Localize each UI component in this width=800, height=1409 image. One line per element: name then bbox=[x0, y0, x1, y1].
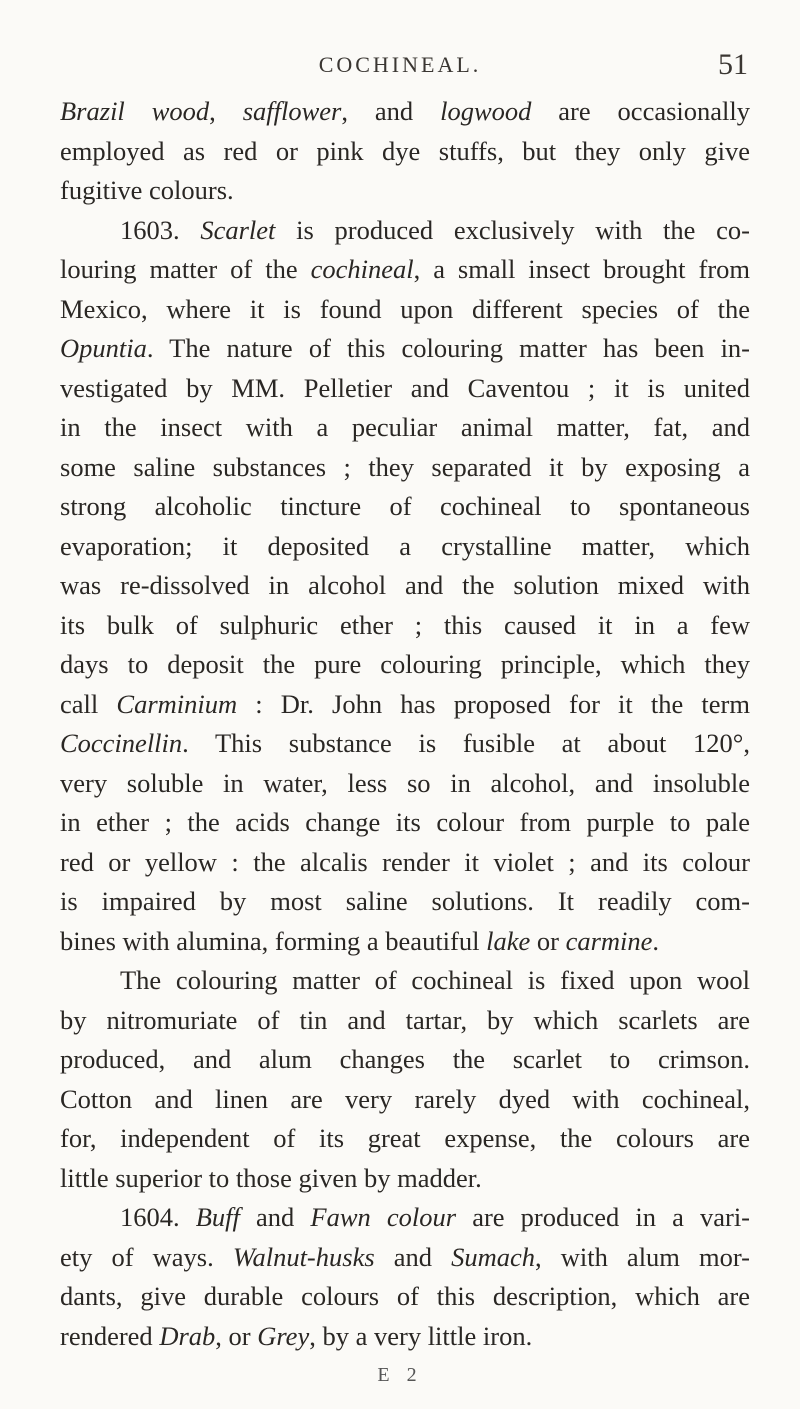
italic-term: Brazil wood bbox=[60, 96, 210, 126]
text-line bbox=[60, 1198, 750, 1238]
text-line bbox=[60, 329, 750, 369]
text-run: some saline substances ; they separated it by exposing a bbox=[60, 451, 750, 482]
text-run: The colouring matter of cochineal is fixed upon wool bbox=[120, 965, 750, 995]
italic-term: Grey bbox=[257, 1320, 310, 1351]
text-run: ety of ways. bbox=[60, 1241, 233, 1272]
text-line bbox=[60, 645, 750, 685]
text-run: employed as red or pink dye stuffs, but they only give bbox=[60, 135, 750, 166]
text-line bbox=[60, 1001, 750, 1041]
text-run: , and bbox=[341, 96, 441, 126]
text-line bbox=[60, 92, 750, 132]
text-line bbox=[60, 803, 750, 843]
italic-term: Buff bbox=[195, 1202, 240, 1232]
text-run: vestigated by MM. Pelletier and Caventou ; it is united bbox=[60, 372, 750, 403]
text-run: is produced exclusively with the co- bbox=[275, 214, 750, 245]
text-run: 1603. bbox=[120, 214, 201, 245]
italic-term: Coccinellin bbox=[60, 728, 183, 758]
text-run: . This substance is fusible at about 120°, bbox=[182, 728, 750, 758]
text-run: in ether ; the acids change its colour from purple to pale bbox=[60, 807, 750, 837]
text-line bbox=[60, 487, 750, 527]
text-line bbox=[60, 1277, 750, 1317]
italic-term: Opuntia bbox=[60, 333, 147, 363]
text-run: . bbox=[652, 925, 660, 956]
text-run: for, independent of its great expense, the colours are bbox=[60, 1123, 750, 1153]
text-run: and bbox=[239, 1202, 311, 1232]
text-line bbox=[60, 566, 750, 606]
text-line bbox=[60, 171, 750, 211]
italic-term: Carminium bbox=[116, 688, 238, 719]
text-run: call bbox=[60, 688, 117, 719]
italic-term: Walnut-husks bbox=[232, 1241, 375, 1272]
italic-term: carmine bbox=[565, 925, 653, 956]
italic-term: Fawn colour bbox=[310, 1202, 457, 1232]
text-run: : Dr. John has proposed for it the term bbox=[237, 688, 750, 719]
text-run: little superior to those given by madder. bbox=[60, 1162, 482, 1193]
text-line bbox=[60, 1040, 750, 1080]
text-line bbox=[60, 1119, 750, 1159]
text-line bbox=[60, 448, 750, 488]
text-line bbox=[60, 606, 750, 646]
text-line bbox=[60, 211, 750, 251]
text-line bbox=[60, 685, 750, 725]
text-line bbox=[60, 408, 750, 448]
text-run: , bbox=[209, 96, 243, 126]
italic-term: cochineal bbox=[310, 254, 414, 284]
running-title: COCHINEAL. bbox=[318, 52, 482, 77]
italic-term: safflower bbox=[242, 96, 342, 126]
text-run: days to deposit the pure colouring principle, which they bbox=[60, 649, 750, 679]
text-run: and bbox=[374, 1241, 452, 1272]
text-run: , with alum mor- bbox=[535, 1241, 750, 1272]
text-run: is impaired by most saline solutions. It readily com- bbox=[60, 886, 750, 916]
text-run: , a small insect brought from bbox=[413, 254, 751, 284]
text-run: fugitive colours. bbox=[60, 175, 234, 205]
italic-term: Scarlet bbox=[200, 214, 276, 245]
text-run: or bbox=[530, 925, 566, 956]
text-run: rendered bbox=[60, 1320, 160, 1351]
text-line bbox=[60, 922, 750, 962]
text-run: 1604. bbox=[120, 1202, 196, 1232]
running-head bbox=[0, 48, 800, 88]
text-line bbox=[60, 1080, 750, 1120]
text-run: are occasionally bbox=[531, 96, 751, 126]
text-run: , by a very little iron. bbox=[309, 1320, 533, 1351]
text-line bbox=[60, 132, 750, 172]
text-run: in the insect with a peculiar animal matter, fat, and bbox=[60, 412, 750, 442]
text-line bbox=[60, 724, 750, 764]
text-run: was re-dissolved in alcohol and the solution mixed with bbox=[60, 570, 750, 600]
text-line bbox=[60, 882, 750, 922]
text-line bbox=[60, 1238, 750, 1278]
italic-term: lake bbox=[486, 925, 531, 956]
text-run: are produced in a vari- bbox=[456, 1202, 751, 1232]
text-run: red or yellow : the alcalis render it violet ; and its colour bbox=[60, 846, 750, 877]
text-line bbox=[60, 1317, 750, 1357]
printer-signature: E 2 bbox=[377, 1364, 423, 1386]
text-run: dants, give durable colours of this description, which are bbox=[60, 1281, 750, 1311]
text-run: Mexico, where it is found upon different species of the bbox=[60, 293, 750, 324]
text-line bbox=[60, 1159, 750, 1199]
text-run: , or bbox=[215, 1320, 258, 1351]
text-line bbox=[60, 764, 750, 804]
text-run: . The nature of this colouring matter has been in- bbox=[146, 333, 750, 363]
text-run: bines with alumina, forming a beautiful bbox=[60, 925, 487, 956]
italic-term: Drab bbox=[159, 1320, 216, 1351]
text-run: produced, and alum changes the scarlet to crimson. bbox=[60, 1044, 750, 1074]
text-run: Cotton and linen are very rarely dyed with cochineal, bbox=[60, 1083, 750, 1114]
text-run: louring matter of the bbox=[60, 254, 311, 284]
text-run: its bulk of sulphuric ether ; this caused it in a few bbox=[60, 609, 750, 640]
text-line bbox=[60, 290, 750, 330]
text-run: very soluble in water, less so in alcohol, and insoluble bbox=[60, 767, 750, 798]
text-line bbox=[60, 250, 750, 290]
italic-term: logwood bbox=[440, 96, 532, 126]
text-run: by nitromuriate of tin and tartar, by which scarlets are bbox=[60, 1004, 750, 1035]
text-line bbox=[60, 961, 750, 1001]
text-line bbox=[60, 843, 750, 883]
text-run: evaporation; it deposited a crystalline matter, which bbox=[60, 530, 750, 561]
body-text bbox=[60, 92, 750, 1356]
italic-term: Sumach bbox=[451, 1241, 536, 1272]
text-line bbox=[60, 527, 750, 567]
text-run: strong alcoholic tincture of cochineal to spontaneous bbox=[60, 491, 750, 521]
page-number: 51 bbox=[718, 48, 748, 81]
text-line bbox=[60, 369, 750, 409]
